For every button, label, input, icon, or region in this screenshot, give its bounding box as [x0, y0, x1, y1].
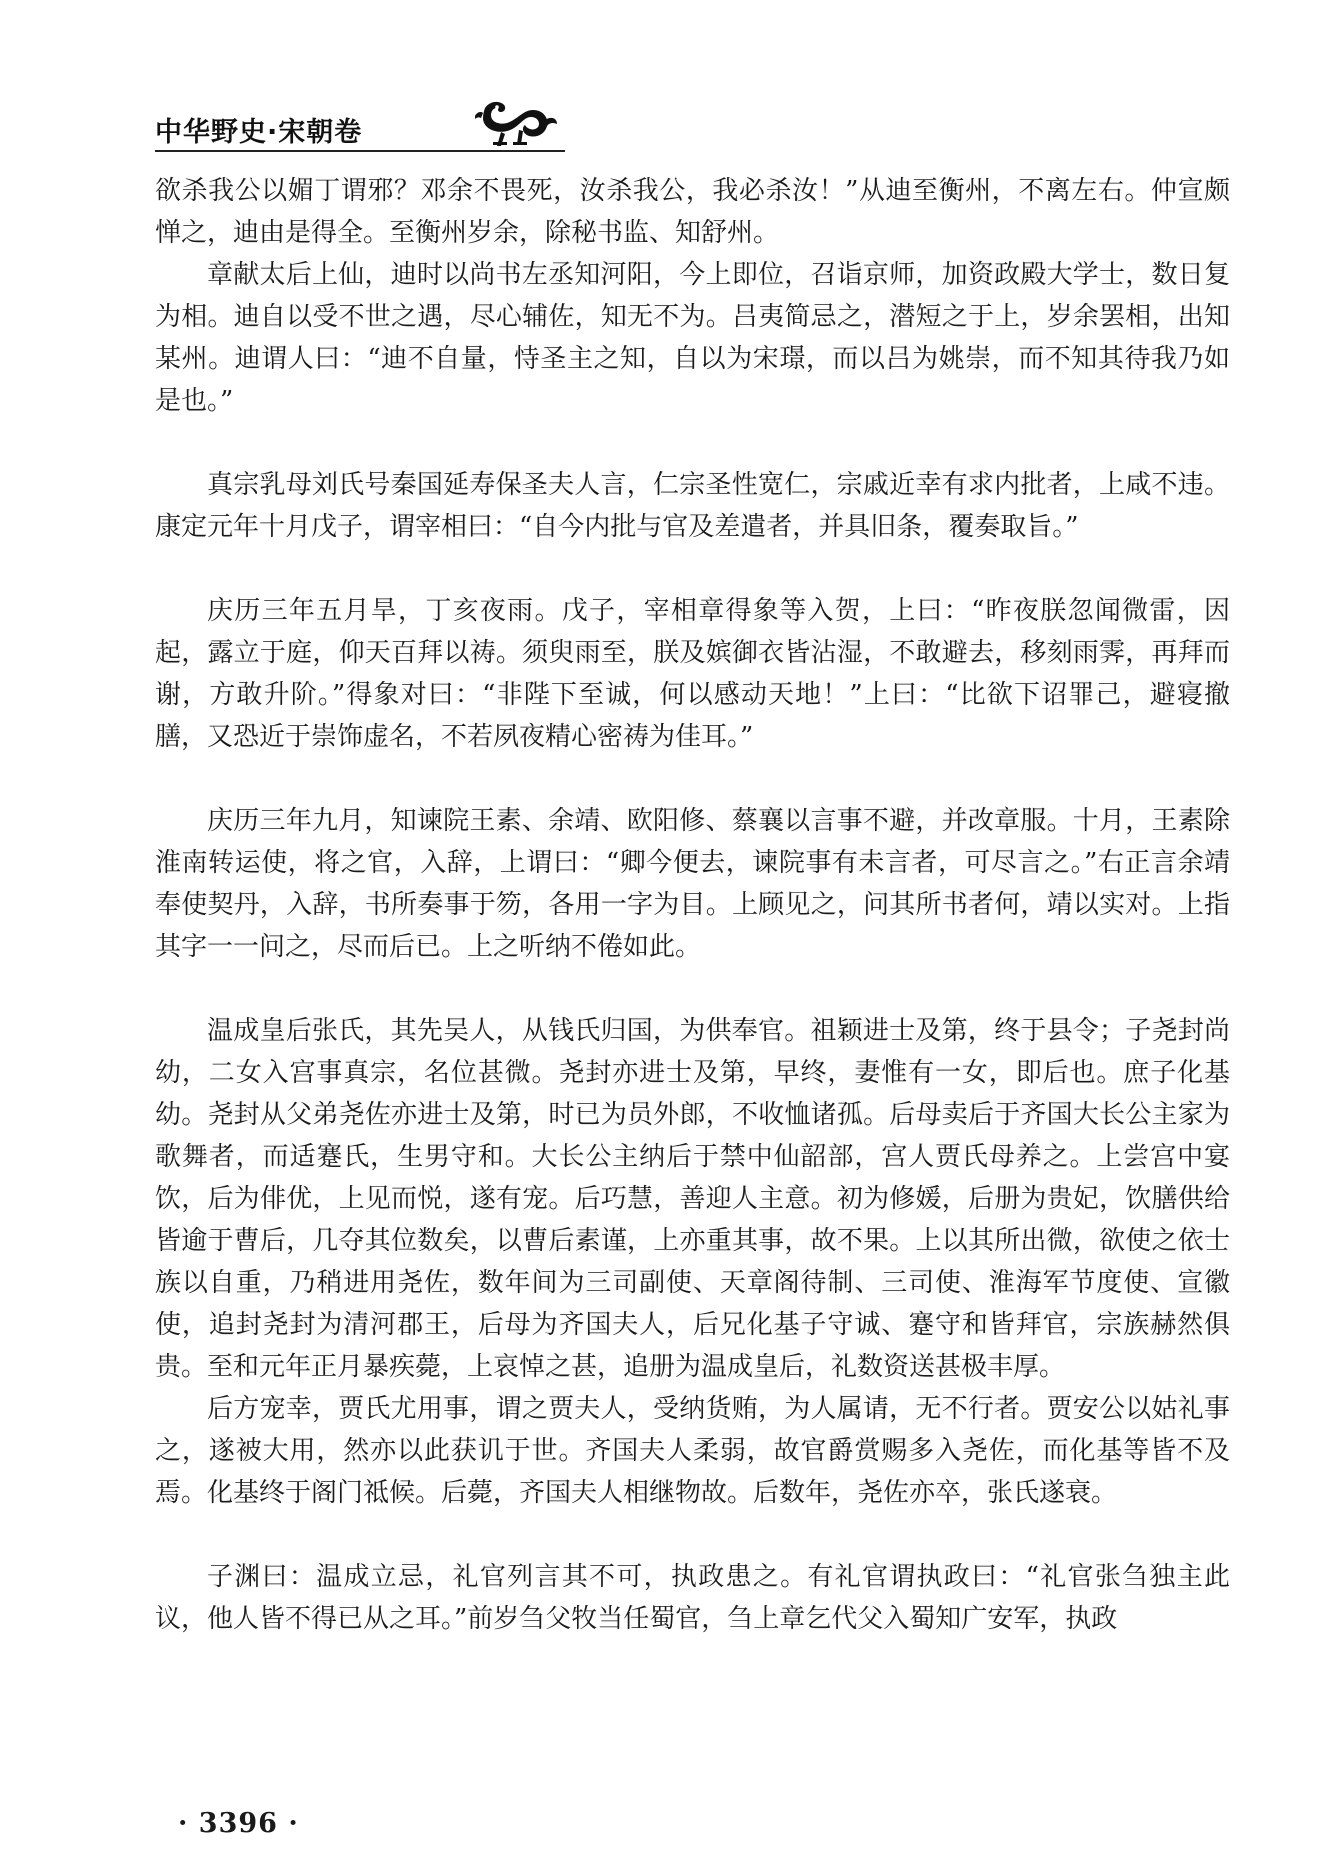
paragraph-6: 温成皇后张氏，其先吴人，从钱氏归国，为供奉官。祖颖进士及第，终于县令；子尧封尚幼，二女入宫事真宗，名位甚微。尧封亦进士及第，早终，妻惟有一女，即后也。庶子化基幼。尧封从父弟尧佐亦进士及第，时已为员外郎，不收恤诸孤。后母卖后于齐国大长公主家为歌舞者，而适蹇氏，生男守和。大长公主纳后于禁中仙韶部，宫人贾氏母养之。上尝宫中宴饮，后为俳优，上见而悦，遂有宠。后巧慧，善迎人主意。初为修媛，后册为贵妃，饮膳供给皆逾于曹后，几夺其位数矣，以曹后素谨，上亦重其事，故不果。上以其所出微，欲使之依士族以自重，乃稍进用尧佐，数年间为三司副使、天章阁待制、三司使、淮海军节度使、宣徽使，追封尧封为清河郡王，后母为齐国夫人，后兄化基子守诚、蹇守和皆拜官，宗族赫然俱贵。至和元年正月暴疾薨，上哀悼之甚，追册为温成皇后，礼数资送甚极丰厚。 [155, 1016, 1230, 1382]
running-header [155, 100, 565, 158]
dragon-emblem-icon [467, 98, 559, 154]
paragraph-1: 欲杀我公以媚丁谓邪？邓余不畏死，汝杀我公，我必杀汝！”从迪至衡州，不离左右。仲宣颇惮之，迪由是得全。至衡州岁余，除秘书监、知舒州。 [155, 176, 1230, 248]
paragraph-8: 子渊曰：温成立忌，礼官列言其不可，执政患之。有礼官谓执政曰：“礼官张刍独主此议，他人皆不得已从之耳。”前岁刍父牧当任蜀官，刍上章乞代父入蜀知广安军，执政 [155, 1562, 1230, 1634]
paragraph-3: 真宗乳母刘氏号秦国延寿保圣夫人言，仁宗圣性宽仁，宗戚近幸有求内批者，上咸不违。康定元年十月戊子，谓宰相曰：“自今内批与官及差遣者，并具旧条，覆奏取旨。” [155, 470, 1230, 542]
paragraph-2: 章献太后上仙，迪时以尚书左丞知河阳，今上即位，召诣京师，加资政殿大学士，数日复为相。迪自以受不世之遇，尽心辅佐，知无不为。吕夷简忌之，潜短之于上，岁余罢相，出知某州。迪谓人曰：“迪不自量，恃圣主之知，自以为宋璟，而以吕为姚崇，而不知其待我乃如是也。” [155, 260, 1230, 416]
paragraph-7: 后方宠幸，贾氏尤用事，谓之贾夫人，受纳货贿，为人属请，无不行者。贾安公以姑礼事之，遂被大用，然亦以此获讥于世。齐国夫人柔弱，故官爵赏赐多入尧佐，而化基等皆不及焉。化基终于阁门祗候。后薨，齐国夫人相继物故。后数年，尧佐亦卒，张氏遂衰。 [155, 1394, 1230, 1508]
header-rule [155, 150, 565, 152]
book-title: 中华野史·宋朝卷 [155, 117, 363, 148]
paragraph-4: 庆历三年五月旱，丁亥夜雨。戊子，宰相章得象等入贺，上曰：“昨夜朕忽闻微雷，因起，露立于庭，仰天百拜以祷。须臾雨至，朕及嫔御衣皆沾湿，不敢避去，移刻雨霁，再拜而谢，方敢升阶。”得象对曰：“非陛下至诚，何以感动天地！”上曰：“比欲下诏罪己，避寝撤膳，又恐近于崇饰虚名，不若夙夜精心密祷为佳耳。” [155, 596, 1230, 752]
body-text [155, 170, 1230, 1640]
page-number: · 3396 · [178, 1808, 299, 1839]
paragraph-5: 庆历三年九月，知谏院王素、余靖、欧阳修、蔡襄以言事不避，并改章服。十月，王素除淮南转运使，将之官，入辞，上谓曰：“卿今便去，谏院事有未言者，可尽言之。”右正言余靖奉使契丹，入辞，书所奏事于笏，各用一字为目。上顾见之，问其所书者何，靖以实对。上指其字一一问之，尽而后已。上之听纳不倦如此。 [155, 806, 1230, 962]
